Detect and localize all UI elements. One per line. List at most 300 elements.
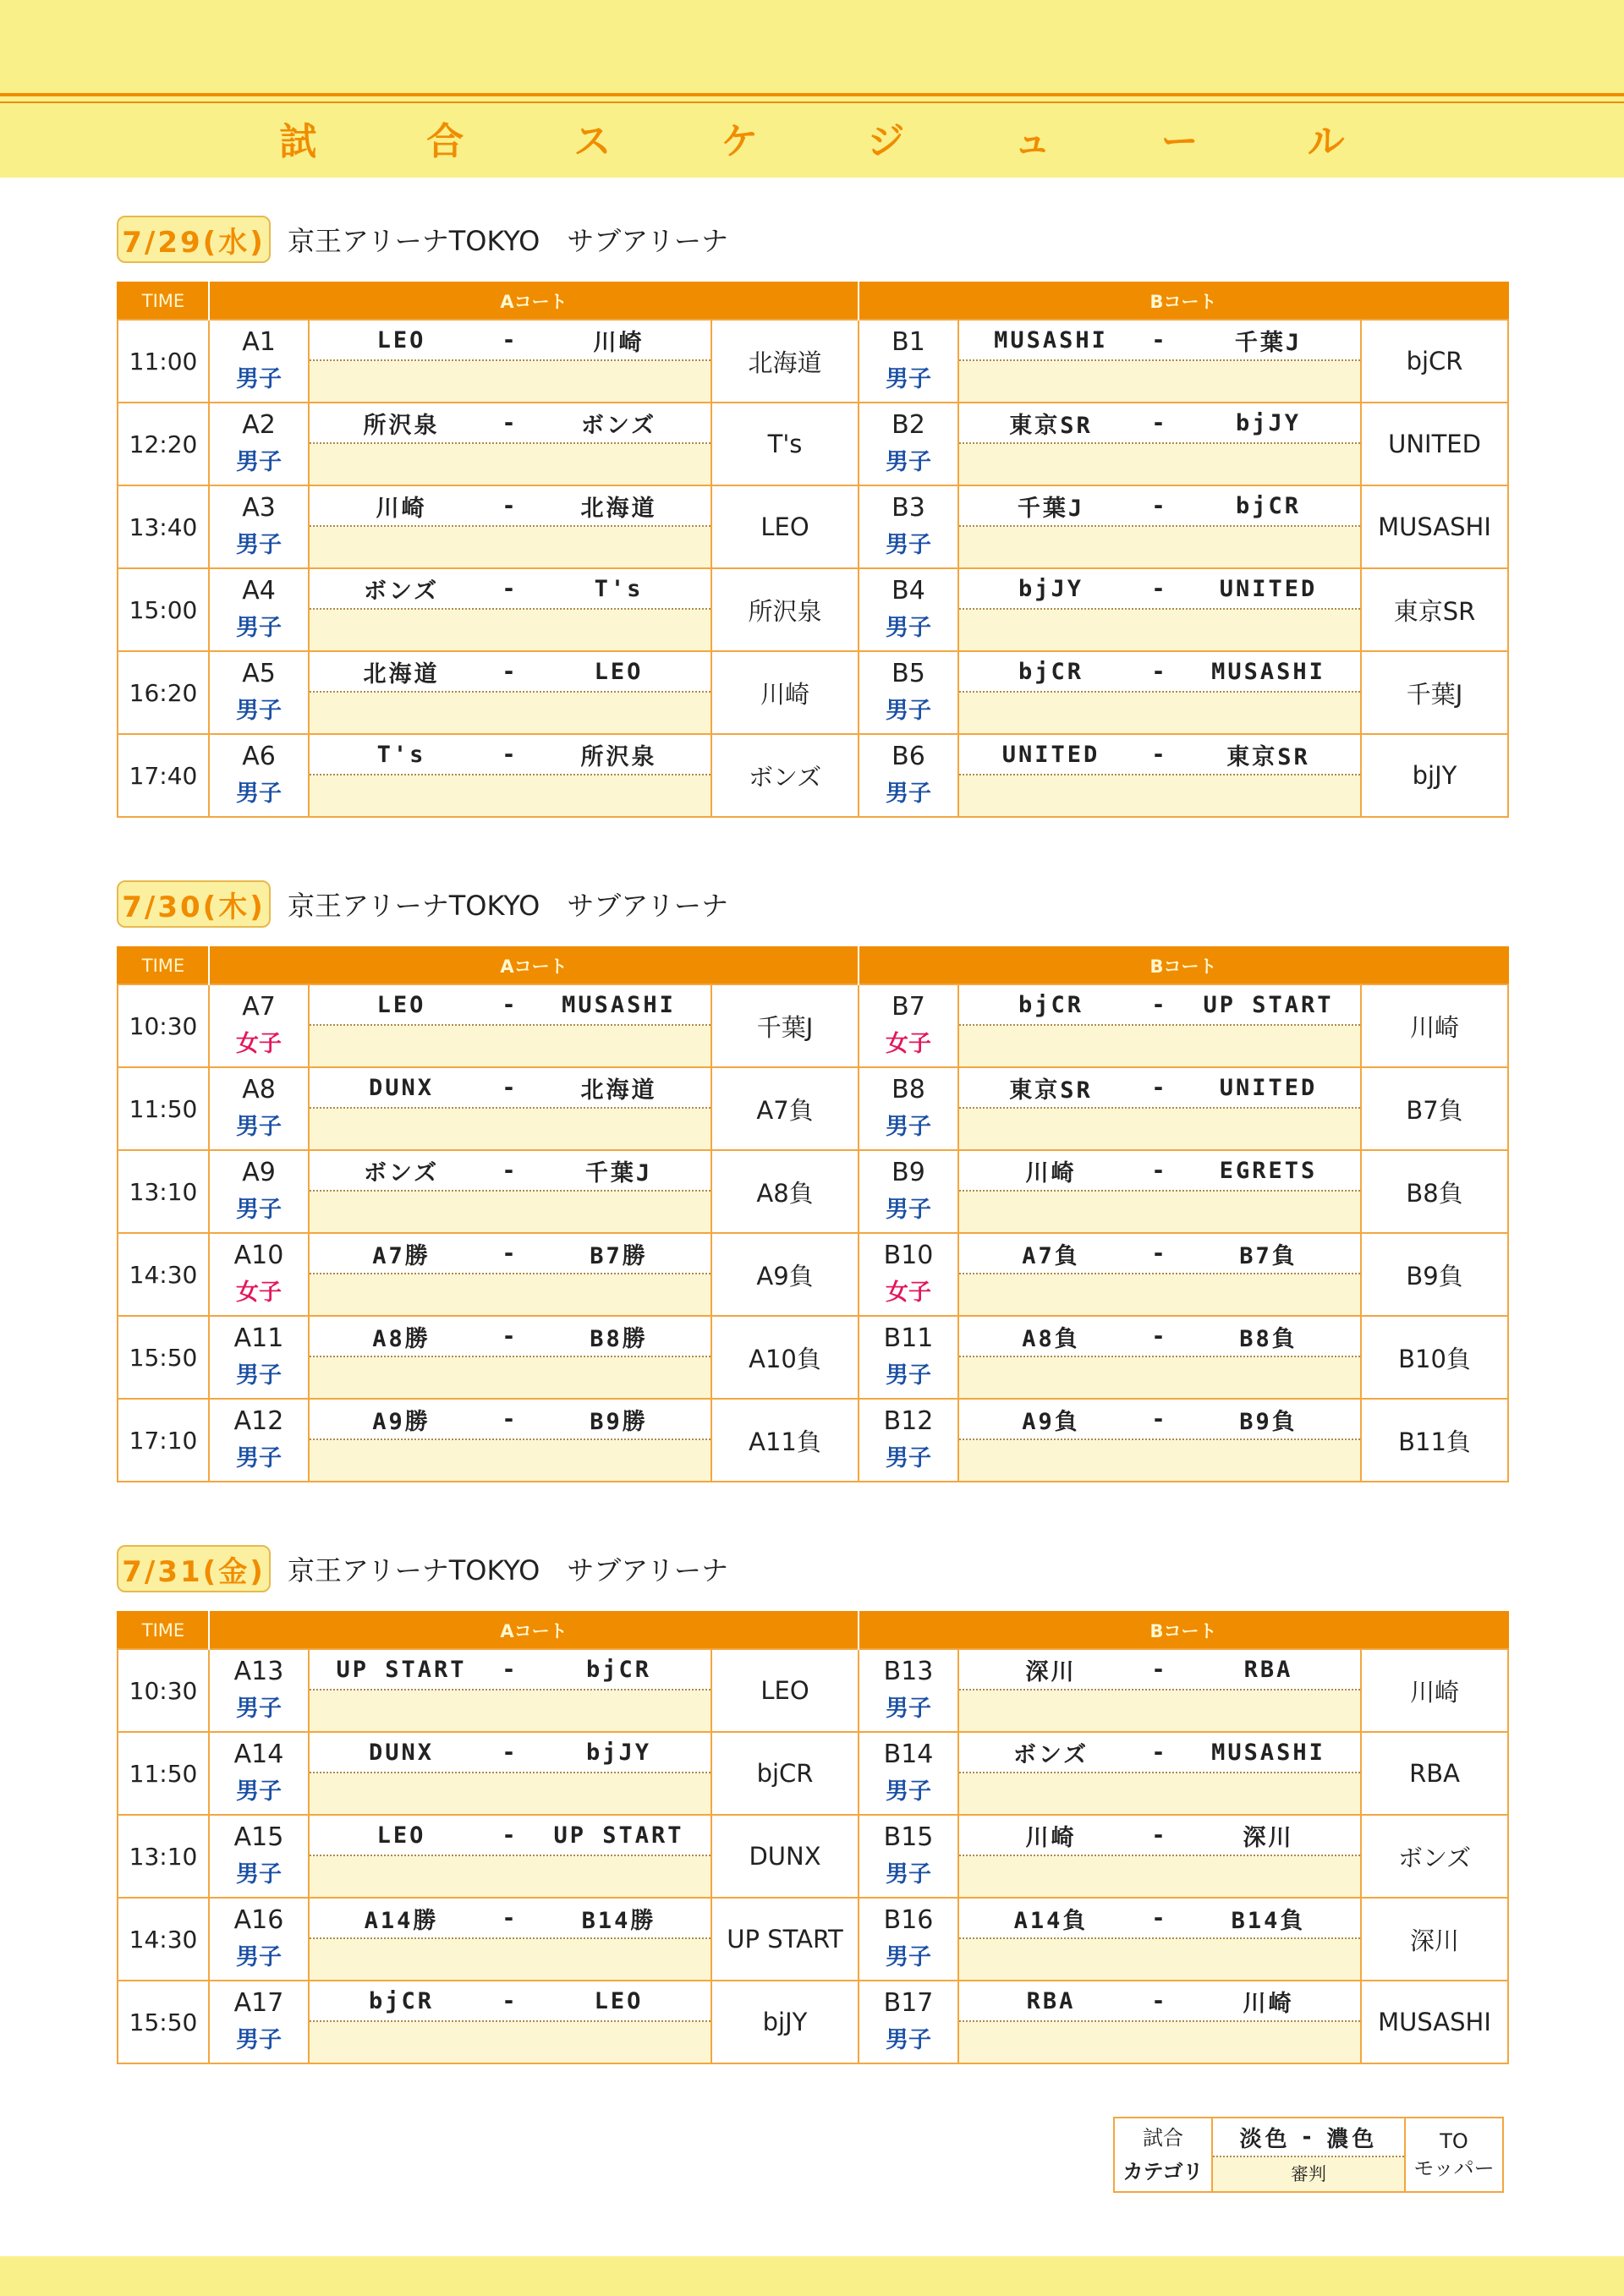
game-id-cell [209, 1150, 309, 1233]
game-id-cell [859, 651, 958, 734]
referee-cell: bjJY [1361, 734, 1508, 817]
team-dark: MUSASHI [562, 991, 676, 1018]
game-category: 男子 [236, 366, 282, 392]
header-time: TIME [118, 947, 209, 984]
match-teams [310, 1400, 710, 1440]
team-dark: B8勝 [590, 1325, 648, 1352]
vs-dash: - [502, 409, 518, 436]
game-id-cell [209, 1981, 309, 2063]
game-code: B7 [892, 992, 925, 1022]
match-teams [959, 735, 1360, 775]
game-category: 男子 [886, 2027, 932, 2053]
match-cell [309, 1898, 711, 1981]
match-teams [959, 403, 1360, 444]
game-category: 男子 [886, 615, 932, 641]
game-code: A11 [233, 1323, 284, 1353]
match-teams [310, 1151, 710, 1192]
match-cell [309, 1649, 711, 1732]
legend-game: 試合 [1143, 2126, 1183, 2150]
team-dark: 北海道 [580, 495, 657, 522]
score-area [959, 1939, 1360, 1980]
game-code: B4 [892, 576, 925, 606]
match-teams [959, 1317, 1360, 1357]
game-category: 男子 [886, 1861, 932, 1888]
match-cell [958, 568, 1361, 651]
legend-mopper: モッパー [1413, 2156, 1495, 2180]
referee-cell: B11負 [1361, 1399, 1508, 1482]
game-id-cell [209, 1316, 309, 1399]
score-area [310, 1109, 710, 1149]
game-id-cell [209, 984, 309, 1067]
vs-dash: - [1151, 1157, 1168, 1184]
game-time: 11:50 [118, 1732, 209, 1815]
game-category: 男子 [886, 1114, 932, 1140]
team-dark: bjJY [1236, 409, 1302, 436]
match-cell [309, 984, 711, 1067]
game-category: 女子 [886, 1031, 932, 1057]
day-section [117, 216, 1507, 818]
game-id-cell [209, 1732, 309, 1815]
table-row [118, 1732, 1508, 1815]
header-court-b: Bコート [859, 282, 1508, 320]
team-dark: RBA [1243, 1656, 1293, 1683]
match-cell [309, 1981, 711, 2063]
game-id-cell [859, 1399, 958, 1482]
referee-cell: B10負 [1361, 1316, 1508, 1399]
game-code: A17 [233, 1988, 284, 2018]
game-time: 15:50 [118, 1981, 209, 2063]
team-light: 川崎 [1025, 1159, 1077, 1186]
vs-dash: - [1151, 1739, 1168, 1766]
legend-dash: - [1302, 2124, 1315, 2150]
game-code: B14 [883, 1740, 934, 1769]
header-court-a: Aコート [209, 947, 859, 984]
vs-dash: - [1151, 1987, 1168, 2014]
day-header [117, 1545, 1507, 1592]
team-light: bjCR [1018, 991, 1084, 1018]
game-category: 女子 [236, 1280, 282, 1306]
table-row [118, 485, 1508, 568]
match-teams [310, 1899, 710, 1939]
match-cell [309, 320, 711, 403]
vs-dash: - [502, 1323, 518, 1350]
team-dark: B7負 [1239, 1242, 1298, 1269]
legend-match [1212, 2118, 1405, 2192]
match-cell [958, 1233, 1361, 1316]
game-id-cell [859, 1981, 958, 2063]
score-area [959, 1440, 1360, 1481]
team-dark: UNITED [1219, 575, 1318, 602]
team-dark: 千葉J [584, 1159, 653, 1186]
team-light: UNITED [1001, 741, 1100, 768]
referee-cell: T's [711, 403, 859, 485]
referee-cell: 東京SR [1361, 568, 1508, 651]
referee-cell: A7負 [711, 1067, 859, 1150]
vs-dash: - [502, 1987, 518, 2014]
game-code: B9 [892, 1158, 925, 1187]
game-category: 男子 [236, 2027, 282, 2053]
game-id-cell [209, 568, 309, 651]
header-court-b: Bコート [859, 947, 1508, 984]
score-area [310, 361, 710, 402]
game-time: 17:10 [118, 1399, 209, 1482]
team-light: A8負 [1022, 1325, 1080, 1352]
game-code: A7 [242, 992, 276, 1022]
vs-dash: - [502, 492, 518, 519]
match-cell [309, 1732, 711, 1815]
team-light: A9勝 [372, 1408, 431, 1435]
vs-dash: - [502, 991, 518, 1018]
game-id-cell [859, 1815, 958, 1898]
team-dark: bjJY [585, 1739, 652, 1766]
score-area [310, 1856, 710, 1897]
team-dark: B9負 [1239, 1408, 1298, 1435]
match-teams [310, 1650, 710, 1690]
match-teams [959, 1068, 1360, 1109]
vs-dash: - [502, 1822, 518, 1849]
vs-dash: - [1151, 1323, 1168, 1350]
team-dark: LEO [594, 1987, 644, 2014]
match-teams [959, 985, 1360, 1026]
date-badge: 7/29(水) [117, 216, 271, 263]
team-dark: 川崎 [593, 329, 645, 356]
game-category: 男子 [236, 1362, 282, 1389]
score-area [310, 775, 710, 816]
score-area [310, 1773, 710, 1814]
game-id-cell [859, 1150, 958, 1233]
vs-dash: - [1151, 658, 1168, 685]
vs-dash: - [1151, 991, 1168, 1018]
game-category: 男子 [236, 698, 282, 724]
team-dark: 深川 [1243, 1824, 1294, 1851]
referee-cell: UP START [711, 1898, 859, 1981]
game-time: 15:00 [118, 568, 209, 651]
team-light: LEO [376, 1822, 426, 1849]
game-time: 15:50 [118, 1316, 209, 1399]
team-light: 所沢泉 [363, 412, 440, 439]
score-area [310, 1192, 710, 1232]
match-cell [958, 1981, 1361, 2063]
referee-cell: 所沢泉 [711, 568, 859, 651]
game-id-cell [209, 320, 309, 403]
match-cell [309, 485, 711, 568]
score-area [959, 527, 1360, 567]
match-teams [959, 1733, 1360, 1773]
team-dark: 川崎 [1243, 1990, 1294, 2017]
team-dark: EGRETS [1219, 1157, 1318, 1184]
game-code: B15 [883, 1822, 934, 1852]
team-dark: B7勝 [590, 1242, 648, 1269]
table-row [118, 1316, 1508, 1399]
team-light: 東京SR [1009, 1077, 1093, 1104]
game-id-cell [209, 1815, 309, 1898]
team-light: bjCR [1018, 658, 1084, 685]
legend-referee: 審判 [1213, 2157, 1404, 2191]
table-row [118, 1649, 1508, 1732]
match-teams [310, 486, 710, 527]
score-area [310, 693, 710, 733]
match-cell [958, 1150, 1361, 1233]
game-code: B12 [883, 1406, 934, 1436]
team-light: ボンズ [1012, 1741, 1089, 1768]
game-category: 男子 [886, 1362, 932, 1389]
game-code: A12 [233, 1406, 284, 1436]
team-light: A8勝 [372, 1325, 431, 1352]
table-row [118, 651, 1508, 734]
score-area [310, 1357, 710, 1398]
team-light: A9負 [1022, 1408, 1080, 1435]
game-time: 11:50 [118, 1067, 209, 1150]
legend-dark: 濃色 [1326, 2126, 1378, 2152]
referee-cell: bjJY [711, 1981, 859, 2063]
game-code: B2 [892, 410, 925, 440]
match-cell [958, 1399, 1361, 1482]
team-light: 千葉J [1017, 495, 1085, 522]
team-dark: B9勝 [590, 1408, 648, 1435]
match-cell [958, 1316, 1361, 1399]
match-teams [959, 1981, 1360, 2022]
schedule-table [117, 946, 1509, 1482]
match-teams [310, 1816, 710, 1856]
game-time: 14:30 [118, 1898, 209, 1981]
score-area [310, 527, 710, 567]
game-code: A14 [233, 1740, 284, 1769]
game-category: 男子 [886, 1778, 932, 1805]
team-light: A7勝 [372, 1242, 431, 1269]
referee-cell: 千葉J [711, 984, 859, 1067]
day-section [117, 880, 1507, 1482]
match-cell [309, 1150, 711, 1233]
match-cell [958, 1067, 1361, 1150]
game-id-cell [209, 1399, 309, 1482]
team-dark: MUSASHI [1211, 1739, 1325, 1766]
match-teams [310, 1981, 710, 2022]
referee-cell: LEO [711, 485, 859, 568]
game-id-cell [859, 1898, 958, 1981]
vs-dash: - [1151, 1406, 1168, 1433]
team-light: UP START [336, 1656, 467, 1683]
team-light: bjCR [368, 1987, 435, 2014]
team-light: 深川 [1025, 1658, 1077, 1685]
game-code: B1 [892, 327, 925, 357]
match-cell [309, 1399, 711, 1482]
game-time: 13:10 [118, 1150, 209, 1233]
game-time: 13:10 [118, 1815, 209, 1898]
referee-cell: ボンズ [1361, 1815, 1508, 1898]
vs-dash: - [1151, 575, 1168, 602]
game-code: B11 [883, 1323, 934, 1353]
score-area [959, 361, 1360, 402]
vs-dash: - [1151, 1074, 1168, 1101]
match-cell [958, 1815, 1361, 1898]
team-light: ボンズ [363, 578, 440, 605]
team-dark: 所沢泉 [580, 743, 657, 770]
header-rule [0, 93, 1624, 96]
game-id-cell [859, 320, 958, 403]
vs-dash: - [502, 658, 518, 685]
team-light: LEO [376, 326, 426, 353]
game-category: 女子 [886, 1280, 932, 1306]
team-light: RBA [1026, 1987, 1076, 2014]
game-code: A4 [242, 576, 276, 606]
referee-cell: 川崎 [1361, 1649, 1508, 1732]
table-row [118, 320, 1508, 403]
game-code: B10 [883, 1241, 934, 1270]
referee-cell: A8負 [711, 1150, 859, 1233]
game-code: A5 [242, 659, 276, 688]
referee-cell: DUNX [711, 1815, 859, 1898]
match-cell [309, 651, 711, 734]
game-category: 男子 [886, 532, 932, 558]
referee-cell: bjCR [1361, 320, 1508, 403]
game-category: 男子 [236, 615, 282, 641]
table-row [118, 1981, 1508, 2063]
vs-dash: - [502, 1656, 518, 1683]
game-time: 13:40 [118, 485, 209, 568]
game-category: 男子 [886, 698, 932, 724]
vs-dash: - [1151, 492, 1168, 519]
score-area [310, 1440, 710, 1481]
match-teams [959, 1151, 1360, 1192]
score-area [959, 1773, 1360, 1814]
game-code: A13 [233, 1657, 284, 1686]
match-teams [310, 321, 710, 361]
vs-dash: - [1151, 1656, 1168, 1683]
match-cell [958, 734, 1361, 817]
game-code: B17 [883, 1988, 934, 2018]
game-id-cell [859, 485, 958, 568]
game-id-cell [859, 1233, 958, 1316]
game-code: B8 [892, 1075, 925, 1104]
team-dark: bjCR [585, 1656, 652, 1683]
match-teams [959, 652, 1360, 693]
game-code: A9 [242, 1158, 276, 1187]
team-light: T's [376, 741, 426, 768]
table-row [118, 1150, 1508, 1233]
match-cell [958, 1898, 1361, 1981]
table-row [118, 1067, 1508, 1150]
team-dark: B14負 [1231, 1907, 1306, 1934]
referee-cell: MUSASHI [1361, 1981, 1508, 2063]
referee-cell: 深川 [1361, 1898, 1508, 1981]
footer-band [0, 2256, 1624, 2296]
game-code: A3 [242, 493, 276, 523]
match-teams [959, 1899, 1360, 1939]
team-light: ボンズ [363, 1159, 440, 1186]
team-dark: ボンズ [580, 412, 657, 439]
game-id-cell [859, 1316, 958, 1399]
game-code: B13 [883, 1657, 934, 1686]
match-teams [959, 569, 1360, 610]
match-cell [958, 403, 1361, 485]
game-code: A6 [242, 742, 276, 771]
game-category: 男子 [236, 1778, 282, 1805]
game-code: A10 [233, 1241, 284, 1270]
venue-label: 京王アリーナTOKYO サブアリーナ [288, 1554, 729, 1586]
referee-cell: A10負 [711, 1316, 859, 1399]
match-cell [309, 1233, 711, 1316]
game-id-cell [859, 1649, 958, 1732]
table-row [118, 1233, 1508, 1316]
match-cell [309, 568, 711, 651]
referee-cell: 川崎 [711, 651, 859, 734]
score-area [959, 1274, 1360, 1315]
game-id-cell [209, 1067, 309, 1150]
legend-game-category [1114, 2118, 1212, 2192]
team-dark: 千葉J [1234, 329, 1303, 356]
score-area [310, 1274, 710, 1315]
vs-dash: - [1151, 1240, 1168, 1267]
match-teams [310, 735, 710, 775]
game-code: B5 [892, 659, 925, 688]
team-light: bjJY [1018, 575, 1084, 602]
match-teams [310, 652, 710, 693]
game-code: B16 [883, 1905, 934, 1935]
score-area [959, 1192, 1360, 1232]
header-court-a: Aコート [209, 282, 859, 320]
team-dark: MUSASHI [1211, 658, 1325, 685]
vs-dash: - [502, 1406, 518, 1433]
table-row [118, 1898, 1508, 1981]
team-dark: UP START [1203, 991, 1334, 1018]
game-code: A2 [242, 410, 276, 440]
match-cell [309, 1815, 711, 1898]
game-code: A16 [233, 1905, 284, 1935]
referee-cell: 千葉J [1361, 651, 1508, 734]
table-row [118, 568, 1508, 651]
table-row [118, 984, 1508, 1067]
game-id-cell [209, 651, 309, 734]
game-category: 女子 [236, 1031, 282, 1057]
score-area [310, 2022, 710, 2063]
match-cell [958, 1649, 1361, 1732]
game-code: A15 [233, 1822, 284, 1852]
referee-cell: 川崎 [1361, 984, 1508, 1067]
vs-dash: - [502, 1240, 518, 1267]
vs-dash: - [1151, 1822, 1168, 1849]
table-header [118, 282, 1508, 320]
game-id-cell [209, 1233, 309, 1316]
game-category: 男子 [886, 1944, 932, 1970]
score-area [959, 2022, 1360, 2063]
header-time: TIME [118, 282, 209, 320]
legend-light: 淡色 [1239, 2126, 1291, 2152]
score-area [959, 610, 1360, 650]
team-dark: B14勝 [581, 1907, 656, 1934]
match-teams [310, 1234, 710, 1274]
day-header [117, 880, 1507, 928]
header-rule-thin [0, 101, 1624, 103]
score-area [959, 1026, 1360, 1066]
game-category: 男子 [886, 781, 932, 807]
game-category: 男子 [236, 1197, 282, 1223]
game-id-cell [209, 1898, 309, 1981]
referee-cell: A11負 [711, 1399, 859, 1482]
game-id-cell [209, 1649, 309, 1732]
game-time: 17:40 [118, 734, 209, 817]
game-category: 男子 [236, 1445, 282, 1471]
game-time: 11:00 [118, 320, 209, 403]
legend-to-mopper [1405, 2118, 1503, 2192]
referee-cell: B8負 [1361, 1150, 1508, 1233]
vs-dash: - [1151, 326, 1168, 353]
match-teams [310, 1317, 710, 1357]
team-light: MUSASHI [994, 326, 1108, 353]
table-row [118, 1815, 1508, 1898]
legend-to: TO [1440, 2129, 1468, 2153]
referee-cell: UNITED [1361, 403, 1508, 485]
team-light: A14勝 [364, 1907, 439, 1934]
